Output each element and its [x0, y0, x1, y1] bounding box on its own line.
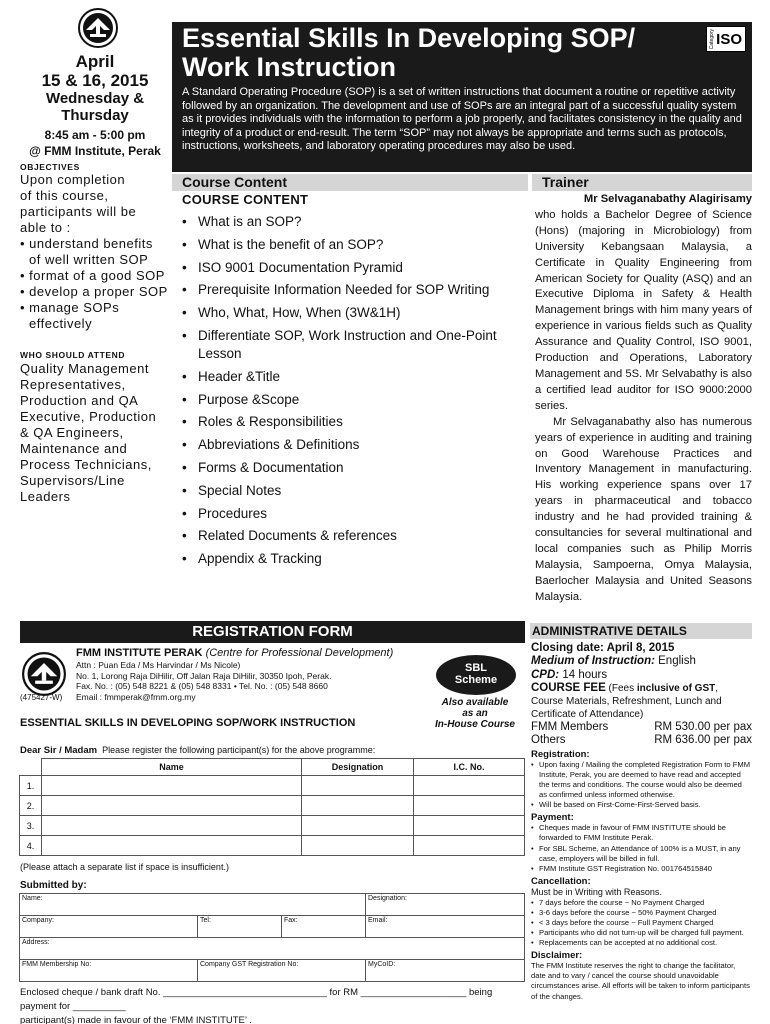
event-weekdays: Wednesday &	[45, 90, 145, 107]
participant-name-field[interactable]	[42, 816, 302, 836]
course-item: • Special Notes	[182, 482, 532, 500]
fmm-logo	[78, 8, 118, 48]
table-row	[20, 894, 525, 916]
course-item: • Purpose &Scope	[182, 391, 532, 409]
cancellation-heading: Cancellation:	[531, 875, 591, 887]
submitter-designation-field[interactable]: Designation:	[366, 894, 525, 916]
fee-others-label: Others	[531, 733, 566, 746]
fee-note-2: , Course Materials, Refreshment, Lunch and Certificate of Attendance)	[531, 682, 722, 720]
event-venue: @ FMM Institute, Perak	[29, 144, 161, 158]
payment-heading: Payment:	[531, 812, 574, 824]
payment-term: • FMM Institute GST Registration No. 001764515840	[531, 864, 752, 874]
course-item: • Differentiate SOP, Work Instruction and One-Point Lesson	[182, 327, 532, 363]
objective-item: • manage SOPs	[20, 300, 120, 315]
payment-terms	[531, 823, 752, 873]
row-number: 1.	[20, 776, 42, 796]
header-banner	[172, 22, 752, 172]
trainer-bar: Trainer	[532, 174, 752, 191]
company-reg-code: (475427-W)	[20, 693, 63, 702]
who-line: Supervisors/Line	[20, 473, 125, 488]
event-weekdays-2: Thursday	[61, 107, 129, 124]
sbl-line-1: SBL	[465, 662, 487, 674]
cancellation-intro: Must be in Writing with Reasons.	[531, 886, 662, 897]
participant-ic-field[interactable]	[414, 776, 525, 796]
course-content-subheading: COURSE CONTENT	[182, 192, 309, 207]
institute-email: Email : fmmperak@fmm.org.my	[76, 691, 196, 702]
salutation-label: Dear Sir / Madam	[20, 745, 98, 756]
who-line: Production and QA	[20, 393, 139, 408]
fee-label: COURSE FEE	[531, 681, 606, 694]
fmm-logo	[22, 652, 66, 696]
participant-ic-field[interactable]	[414, 836, 525, 856]
submitter-table	[19, 893, 525, 982]
medium-value: English	[658, 655, 696, 668]
table-row	[20, 938, 525, 960]
submitter-tel-field[interactable]: Tel:	[198, 916, 282, 938]
submitted-by-label: Submitted by:	[20, 880, 87, 891]
who-line: & QA Engineers,	[20, 425, 124, 440]
submitter-company-field[interactable]: Company:	[20, 916, 198, 938]
table-row	[20, 796, 525, 816]
submitter-fax-field[interactable]: Fax:	[282, 916, 366, 938]
registration-heading: Registration:	[531, 748, 590, 760]
who-line: Process Technicians,	[20, 457, 152, 472]
participants-header-row	[20, 759, 525, 776]
event-time: 8:45 am - 5:00 pm	[44, 128, 146, 142]
in-house-line: In-House Course	[434, 719, 515, 730]
objectives-intro-line: of this course,	[20, 188, 109, 203]
objectives-heading: OBJECTIVES	[20, 162, 80, 172]
objective-item: • understand benefits	[20, 236, 153, 251]
objectives-intro-line: Upon completion	[20, 172, 126, 187]
table-row	[20, 816, 525, 836]
col-designation-header: Designation	[302, 759, 414, 776]
row-number: 4.	[20, 836, 42, 856]
participant-designation-field[interactable]	[302, 776, 414, 796]
row-number: 3.	[20, 816, 42, 836]
trainer-para-2: Mr Selvaganabathy also has numerous years of experience in auditing and training on Good Warehouse Practices and Inventory Management in manufacturing. His working experience spans over 17 years in pharmaceutical and tobacco industry and he had provided training & consultancies for several multinational and local companies such as Philip Morris Malaysia, Sampoerna, Omya Malaysia, Baerlocher Malaysia and United Seasons Malaysia.	[535, 415, 752, 603]
page-title	[182, 24, 702, 82]
cpd-hours	[531, 669, 752, 682]
registration-term: • Upon faxing / Mailing the completed Registration Form to FMM Institute, Perak, you are deemed to have read and accepted the terms and conditions. The course would also be deemed as confirmed unless informed otherwise.	[531, 760, 752, 800]
registration-form-bar: REGISTRATION FORM	[20, 621, 525, 643]
objective-item-cont: of well written SOP	[29, 252, 149, 267]
table-row	[20, 776, 525, 796]
submitter-email-field[interactable]: Email:	[366, 916, 525, 938]
course-item: • Roles & Responsibilities	[182, 413, 532, 431]
course-item: • Prerequisite Information Needed for SOP Writing	[182, 281, 532, 299]
row-number: 2.	[20, 796, 42, 816]
blank-header	[20, 759, 42, 776]
in-house-note	[426, 697, 524, 730]
category-label: Category	[709, 29, 715, 50]
submitter-address-field[interactable]: Address:	[20, 938, 525, 960]
in-house-line: as an	[462, 708, 488, 719]
disclaimer-text: The FMM Institute reserves the right to change the facilitator, date and to vary / cancel the course should unavoidable circumstances arise. All efforts will be taken to inform participants of the changes.	[531, 961, 750, 1001]
admin-details-bar: ADMINISTRATIVE DETAILS	[530, 623, 752, 639]
col-name-header: Name	[42, 759, 302, 776]
registration-term: • Will be based on First-Come-First-Served basis.	[531, 800, 752, 810]
col-ic-header: I.C. No.	[414, 759, 525, 776]
payment-term: • Cheques made in favour of FMM INSTITUTE should be forwarded to FMM Institute Perak.	[531, 823, 752, 843]
enclosed-line-1: Enclosed cheque / bank draft No. _______________________________ for RM ____________________ being payment for __________	[20, 987, 493, 1012]
in-house-line: Also available	[441, 697, 509, 708]
objectives-intro-line: participants will be	[20, 204, 137, 219]
medium-of-instruction	[531, 655, 752, 668]
category-badge	[706, 26, 746, 52]
fee-row-others	[531, 734, 752, 747]
who-line: Leaders	[20, 489, 71, 504]
institute-subtitle: (Centre for Professional Development)	[205, 647, 394, 659]
fee-note-1: (Fees	[608, 682, 635, 694]
event-days: 15 & 16, 2015	[41, 71, 149, 90]
fee-note-bold: inclusive of GST	[636, 682, 716, 694]
cancellation-term: • 7 days before the course ~ No Payment Charged	[531, 898, 752, 908]
participant-name-field[interactable]	[42, 776, 302, 796]
course-item: • What is an SOP?	[182, 213, 532, 231]
event-date-block	[20, 52, 170, 158]
sbl-line-2: Scheme	[454, 674, 498, 686]
cancellation-term: • 3-6 days before the course ~ 50% Payment Charged	[531, 908, 752, 918]
course-item: • Procedures	[182, 505, 532, 523]
course-content-bar: Course Content	[172, 174, 528, 191]
course-item: • Abbreviations & Definitions	[182, 436, 532, 454]
fee-row-members	[531, 721, 752, 734]
participant-ic-field[interactable]	[414, 796, 525, 816]
cancellation-term: • < 3 days before the course ~ Full Payment Charged	[531, 918, 752, 928]
objectives-section	[20, 152, 170, 332]
who-line: Representatives,	[20, 377, 126, 392]
cpd-value: 14 hours	[562, 668, 608, 681]
objective-item: • develop a proper SOP	[20, 284, 168, 299]
table-row	[20, 960, 525, 982]
course-item: • Forms & Documentation	[182, 459, 532, 477]
institute-name-text: FMM INSTITUTE PERAK	[76, 647, 203, 659]
fee-members-label: FMM Members	[531, 720, 609, 733]
enclosed-line-2: participant(s) made in favour of the ‘FMM INSTITUTE’ .	[20, 1015, 252, 1024]
trainer-bio	[535, 192, 752, 606]
course-item: • Header &Title	[182, 368, 532, 386]
cancellation-terms	[531, 898, 752, 948]
medium-label: Medium of Instruction:	[531, 655, 655, 668]
institute-contact	[76, 647, 421, 702]
table-row	[20, 916, 525, 938]
participant-designation-field[interactable]	[302, 836, 414, 856]
institute-phone-fax: Fax. No. : (05) 548 8221 & (05) 548 8331 • Tel. No. : (05) 548 8660	[76, 681, 328, 691]
participant-name-field[interactable]	[42, 796, 302, 816]
objectives-intro-line: able to :	[20, 220, 71, 235]
cancellation-term: • Replacements can be accepted at no additional cost.	[531, 938, 752, 948]
gst-reg-no-field[interactable]: Company GST Registration No:	[198, 960, 366, 982]
institute-attn: Attn : Puan Eda / Ms Harvindar / Ms Nicole)	[76, 660, 241, 670]
header-description: A Standard Operating Procedure (SOP) is a set of written instructions that document a routine or repetitive activity followed by an organization. The development and use of SOPs are an integral part of a successful quality system as it provides individuals with the information to perform a job properly, and facilitates consistency in the quality and integrity of a product or end-result. The term “SOP” may not always be appropriate and terms such as protocols, instructions, worksheets, and laboratory operating procedures may also be used.	[182, 86, 742, 153]
course-item: • What is the benefit of an SOP?	[182, 236, 532, 254]
participant-designation-field[interactable]	[302, 796, 414, 816]
trainer-para-1: who holds a Bachelor Degree of Science (Hons) (majoring in Microbiology) from University Kebangsaan Malaysia, a Certificate in Quality Engineering from American Society for Quality (ASQ) and an Executive Diploma in Safety & Health Management brings with him many years of experience in various fields such as Quality Assurance and Quality Control, ISO 9001, Production and Operations, Laboratory Management and 5S. Mr Selvabathy is also a certified lead auditor for ISO 9000:2000 series.	[535, 208, 752, 412]
table-row	[20, 836, 525, 856]
course-item: • ISO 9001 Documentation Pyramid	[182, 259, 532, 277]
course-item: • Related Documents & references	[182, 527, 532, 545]
who-line: Quality Management	[20, 361, 149, 376]
participants-table	[19, 758, 525, 856]
cpd-label: CPD:	[531, 668, 560, 681]
course-content-list	[182, 213, 532, 573]
membership-no-field[interactable]: FMM Membership No:	[20, 960, 198, 982]
participant-ic-field[interactable]	[414, 816, 525, 836]
institute-address: No. 1, Lorong Raja DiHilir, Off Jalan Raja DiHilir, 30350 Ipoh, Perak.	[76, 670, 332, 681]
payment-term: • For SBL Scheme, an Attendance of 100% is a MUST, in any case, employers will be billed in full.	[531, 844, 752, 864]
who-heading: WHO SHOULD ATTEND	[20, 350, 126, 360]
cancellation-term: • Participants who did not turn-up will be charged full payment.	[531, 928, 752, 938]
course-item: • Appendix & Tracking	[182, 550, 532, 568]
course-fee-note	[531, 682, 752, 721]
who-should-attend-section	[20, 340, 170, 505]
registration-terms	[531, 760, 752, 810]
title-line-1: Essential Skills In Developing SOP/	[182, 23, 636, 53]
category-value: ISO	[716, 31, 742, 48]
course-item: • Who, What, How, When (3W&1H)	[182, 304, 532, 322]
payment-enclosed-note	[20, 986, 525, 1024]
admin-details	[531, 642, 752, 1002]
salutation-text: Please register the following participant(s) for the above programme:	[102, 745, 376, 755]
institute-name	[76, 647, 421, 660]
sbl-scheme-badge	[436, 655, 516, 695]
fee-members-amount: RM 530.00 per pax	[654, 720, 752, 733]
registration-course-title: ESSENTIAL SKILLS IN DEVELOPING SOP/WORK INSTRUCTION	[20, 717, 356, 729]
mycoid-field[interactable]: MyCoID:	[366, 960, 525, 982]
disclaimer-heading: Disclaimer:	[531, 950, 583, 962]
closing-date: Closing date: April 8, 2015	[531, 642, 675, 654]
objective-item-cont: effectively	[29, 316, 93, 331]
attach-note: (Please attach a separate list if space is insufficient.)	[20, 862, 229, 872]
who-text	[20, 361, 170, 505]
participant-name-field[interactable]	[42, 836, 302, 856]
objectives-text	[20, 172, 170, 332]
title-line-2: Work Instruction	[182, 52, 397, 82]
objective-item: • format of a good SOP	[20, 268, 165, 283]
salutation	[20, 745, 375, 756]
submitter-name-field[interactable]: Name:	[20, 894, 366, 916]
event-month: April	[75, 52, 115, 71]
trainer-name: Mr Selvaganabathy Alagirisamy	[583, 193, 752, 205]
who-line: Maintenance and	[20, 441, 128, 456]
participant-designation-field[interactable]	[302, 816, 414, 836]
who-line: Executive, Production	[20, 409, 157, 424]
fee-others-amount: RM 636.00 per pax	[654, 733, 752, 746]
